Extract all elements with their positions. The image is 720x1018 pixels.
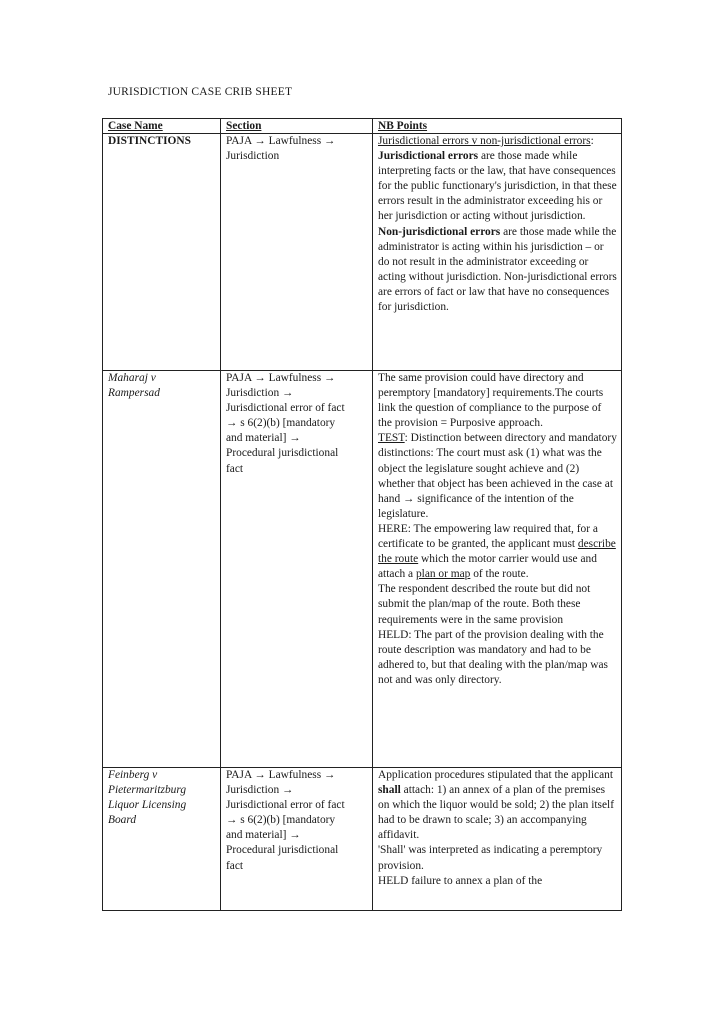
case-name: DISTINCTIONS xyxy=(108,135,191,147)
table-row xyxy=(103,134,622,371)
section-line: PAJA → Lawfulness → xyxy=(226,769,336,781)
case-name-cell xyxy=(103,768,221,911)
crib-table xyxy=(102,118,622,911)
nb-paragraph: HERE: The empowering law required that, for a certificate to be granted, the applicant must describe the route which the motor carrier would use and attach a plan or map of the route. xyxy=(378,522,616,581)
section-line: fact xyxy=(226,859,244,872)
case-name: Board xyxy=(108,814,137,827)
section-cell xyxy=(221,768,373,911)
section-line: Jurisdiction → xyxy=(226,784,294,797)
section-line: PAJA → Lawfulness → xyxy=(226,135,336,147)
header-section: Section xyxy=(221,119,373,134)
section-line: → s 6(2)(b) [mandatory xyxy=(226,417,336,430)
nb-paragraph: Application procedures stipulated that the applicant shall attach: 1) an annex of a plan of the premises on which the liquor would be sold; 2) the plan itself had to be drawn to scale; 3) an accompanying affidavit. xyxy=(378,769,614,842)
section-line: PAJA → Lawfulness → xyxy=(226,372,336,384)
case-name-cell xyxy=(103,134,221,371)
nb-points-cell xyxy=(373,371,622,768)
nb-paragraph: The same provision could have directory and peremptory [mandatory] requirements.The courts link the question of compliance to the purpose of the provision = Purposive approach. xyxy=(378,372,604,430)
section-cell xyxy=(221,134,373,371)
case-name: Rampersad xyxy=(108,387,160,400)
section-line: and material] → xyxy=(226,432,301,445)
case-name: Feinberg v xyxy=(108,769,158,781)
table-header-row xyxy=(103,119,622,134)
case-name: Liquor Licensing xyxy=(108,799,187,812)
section-line: and material] → xyxy=(226,829,301,842)
nb-paragraph: Jurisdictional errors are those made while interpreting facts or the law, that have consequences for the public functionary's jurisdiction, in that these errors result in the administrator exceeding his or her jurisdiction or acting without jurisdiction. xyxy=(378,150,617,223)
section-line: → s 6(2)(b) [mandatory xyxy=(226,814,336,827)
section-cell xyxy=(221,371,373,768)
nb-points-cell xyxy=(373,768,622,911)
document-title: JURISDICTION CASE CRIB SHEET xyxy=(108,86,293,98)
nb-paragraph: TEST: Distinction between directory and mandatory distinctions: The court must ask (1) what was the object the legislature sought achieve and (2) whether that object has been achieved in the case at hand → significance of the intention of the legislature. xyxy=(378,432,617,520)
section-line: Procedural jurisdictional xyxy=(226,844,339,857)
case-name: Pietermaritzburg xyxy=(108,784,187,797)
section-line: fact xyxy=(226,462,244,475)
header-nb-points: NB Points xyxy=(373,119,622,134)
nb-paragraph: The respondent described the route but did not submit the plan/map of the route. Both these requirements were in the same provision xyxy=(378,583,591,626)
table-row xyxy=(103,371,622,768)
case-name: Maharaj v xyxy=(108,372,156,384)
nb-paragraph: HELD: The part of the provision dealing with the route description was mandatory and had to be adhered to, but that dealing with the plan/map was not and was only directory. xyxy=(378,628,608,686)
nb-paragraph: HELD failure to annex a plan of the xyxy=(378,874,543,887)
test-label: TEST xyxy=(378,432,405,445)
case-name-cell xyxy=(103,371,221,768)
nb-paragraph: 'Shall' was interpreted as indicating a peremptory provision. xyxy=(378,844,603,872)
section-line: Jurisdiction → xyxy=(226,387,294,400)
section-line: Procedural jurisdictional xyxy=(226,447,339,460)
nb-points-cell xyxy=(373,134,622,371)
nb-paragraph: Non-jurisdictional errors are those made while the administrator is acting within his jurisdiction – or do not result in the administrator exceeding or acting without jurisdiction. Non-jurisdictional errors are errors of fact or law that have no consequences for jurisdiction. xyxy=(378,225,617,314)
section-line: Jurisdictional error of fact xyxy=(226,402,345,415)
header-case-name: Case Name xyxy=(103,119,221,134)
nb-paragraph: Jurisdictional errors v non-jurisdictional errors: xyxy=(378,135,594,147)
table-row xyxy=(103,768,622,911)
section-line: Jurisdictional error of fact xyxy=(226,799,345,812)
section-line: Jurisdiction xyxy=(226,150,280,163)
